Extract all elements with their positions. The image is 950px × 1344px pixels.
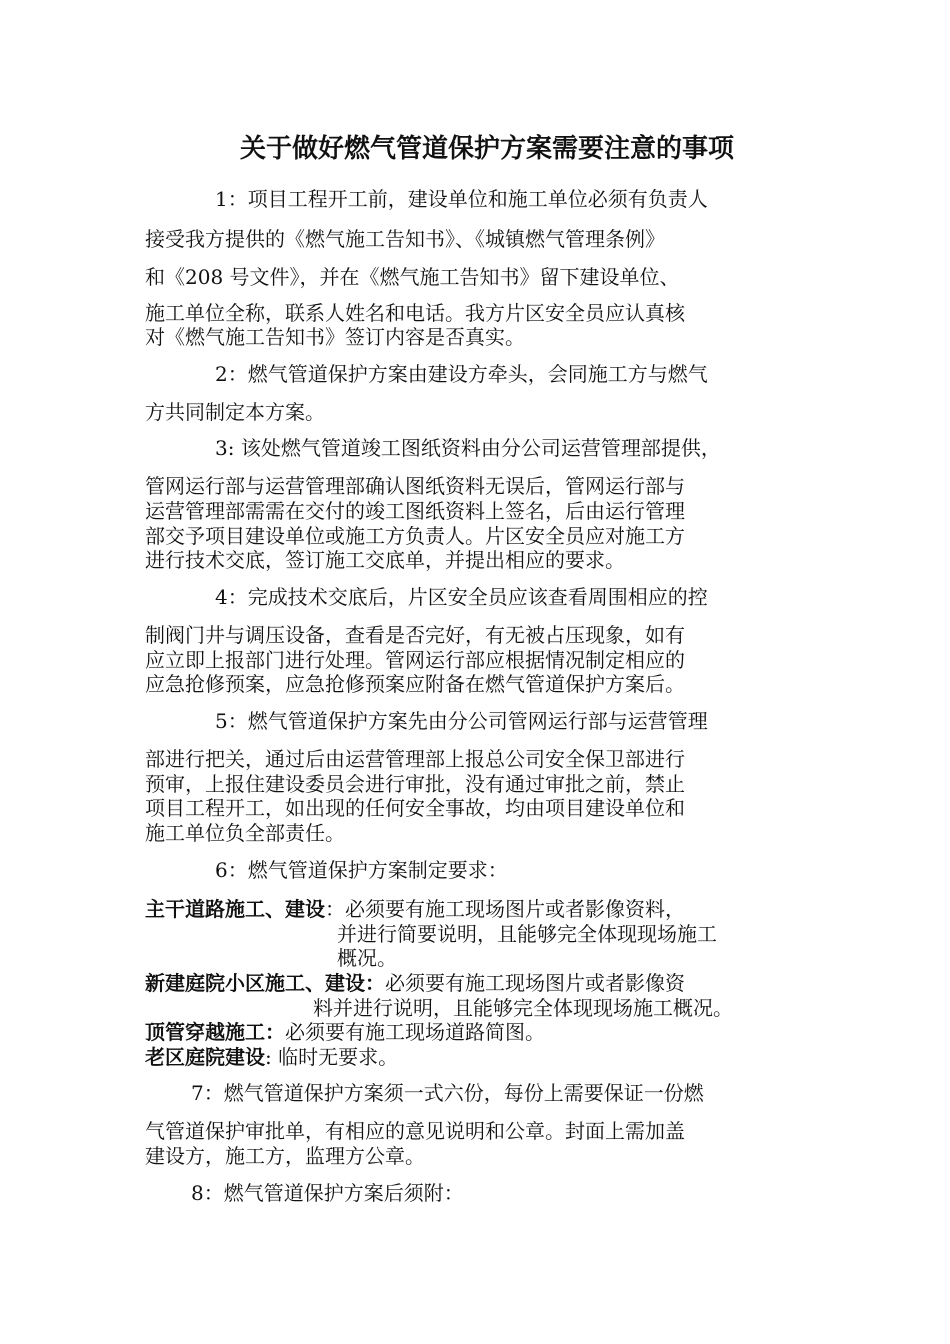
paragraph-1-line: 1：项目工程开工前，建设单位和施工单位必须有负责人: [215, 187, 708, 211]
paragraph-1-line: 和《208 号文件》，并在《燃气施工告知书》留下建设单位、: [145, 265, 680, 289]
paragraph-3-line: 进行技术交底，签订施工交底单，并提出相应的要求。: [145, 548, 625, 572]
paragraph-5-line: 5：燃气管道保护方案先由分公司管网运行部与运营管理: [215, 709, 708, 733]
paragraph-5-line: 施工单位负全部责任。: [145, 821, 345, 845]
paragraph-4-line: 应立即上报部门进行处理。管网运行部应根据情况制定相应的: [145, 648, 685, 672]
requirement-old-district: [145, 1043, 398, 1071]
paragraph-8-line: 8：燃气管道保护方案后须附：: [191, 1181, 464, 1205]
paragraph-3-line: 3: 该处燃气管道竣工图纸资料由分公司运营管理部提供，: [215, 436, 721, 460]
requirement-label: 老区庭院建设: [145, 1045, 265, 1069]
paragraph-5-line: 部进行把关，通过后由运营管理部上报总公司安全保卫部进行: [145, 747, 685, 771]
requirement-pipe-jacking: [145, 1018, 545, 1046]
paragraph-3-line: 部交予项目建设单位或施工方负责人。片区安全员应对施工方: [145, 524, 685, 548]
paragraph-5-line: 预审，上报住建设委员会进行审批，没有通过审批之前，禁止: [145, 772, 685, 796]
paragraph-1-line: 接受我方提供的《燃气施工告知书》、《城镇燃气管理条例》: [145, 227, 665, 251]
paragraph-4-line: 制阀门井与调压设备，查看是否完好，有无被占压现象，如有: [145, 623, 685, 647]
page-title: 关于做好燃气管道保护方案需要注意的事项: [239, 134, 734, 164]
requirement-text: ：必须要有施工现场图片或者影像资料，: [325, 897, 685, 921]
paragraph-7-line: 气管道保护审批单，有相应的意见说明和公章。封面上需加盖: [145, 1119, 685, 1143]
requirement-main-road: [145, 895, 685, 923]
paragraph-4-line: 应急抢修预案，应急抢修预案应附备在燃气管道保护方案后。: [145, 672, 685, 696]
requirement-text: : 临时无要求。: [265, 1045, 399, 1069]
requirement-text: 必须要有施工现场图片或者影像资: [385, 971, 685, 995]
paragraph-2-line: 2：燃气管道保护方案由建设方牵头，会同施工方与燃气: [215, 362, 708, 386]
paragraph-7-line: 建设方，施工方，监理方公章。: [145, 1144, 425, 1168]
paragraph-6-line: 6：燃气管道保护方案制定要求：: [215, 858, 508, 882]
requirement-label: 主干道路施工、建设: [145, 897, 325, 921]
paragraph-7-line: 7：燃气管道保护方案须一式六份，每份上需要保证一份燃: [191, 1081, 704, 1105]
requirement-text-line: 料并进行说明，且能够完全体现现场施工概况。: [313, 996, 733, 1020]
requirement-text: 必须要有施工现场道路简图。: [285, 1020, 545, 1044]
requirement-new-community: [145, 969, 685, 997]
paragraph-5-line: 项目工程开工，如出现的任何安全事故，均由项目建设单位和: [145, 796, 685, 820]
requirement-label: 新建庭院小区施工、建设：: [145, 971, 385, 995]
paragraph-3-line: 管网运行部与运营管理部确认图纸资料无误后，管网运行部与: [145, 474, 685, 498]
requirement-text-line: 概况。: [337, 946, 397, 970]
requirement-label: 顶管穿越施工：: [145, 1020, 285, 1044]
paragraph-1-line: 对《燃气施工告知书》签订内容是否真实。: [145, 325, 525, 349]
paragraph-2-line: 方共同制定本方案。: [145, 400, 325, 424]
paragraph-4-line: 4：完成技术交底后，片区安全员应该查看周围相应的控: [215, 585, 708, 609]
paragraph-3-line: 运营管理部需需在交付的竣工图纸资料上签名，后由运行管理: [145, 499, 685, 523]
requirement-text-line: 并进行简要说明，且能够完全体现现场施工: [337, 922, 717, 946]
paragraph-1-line: 施工单位全称，联系人姓名和电话。我方片区安全员应认真核: [145, 301, 685, 325]
